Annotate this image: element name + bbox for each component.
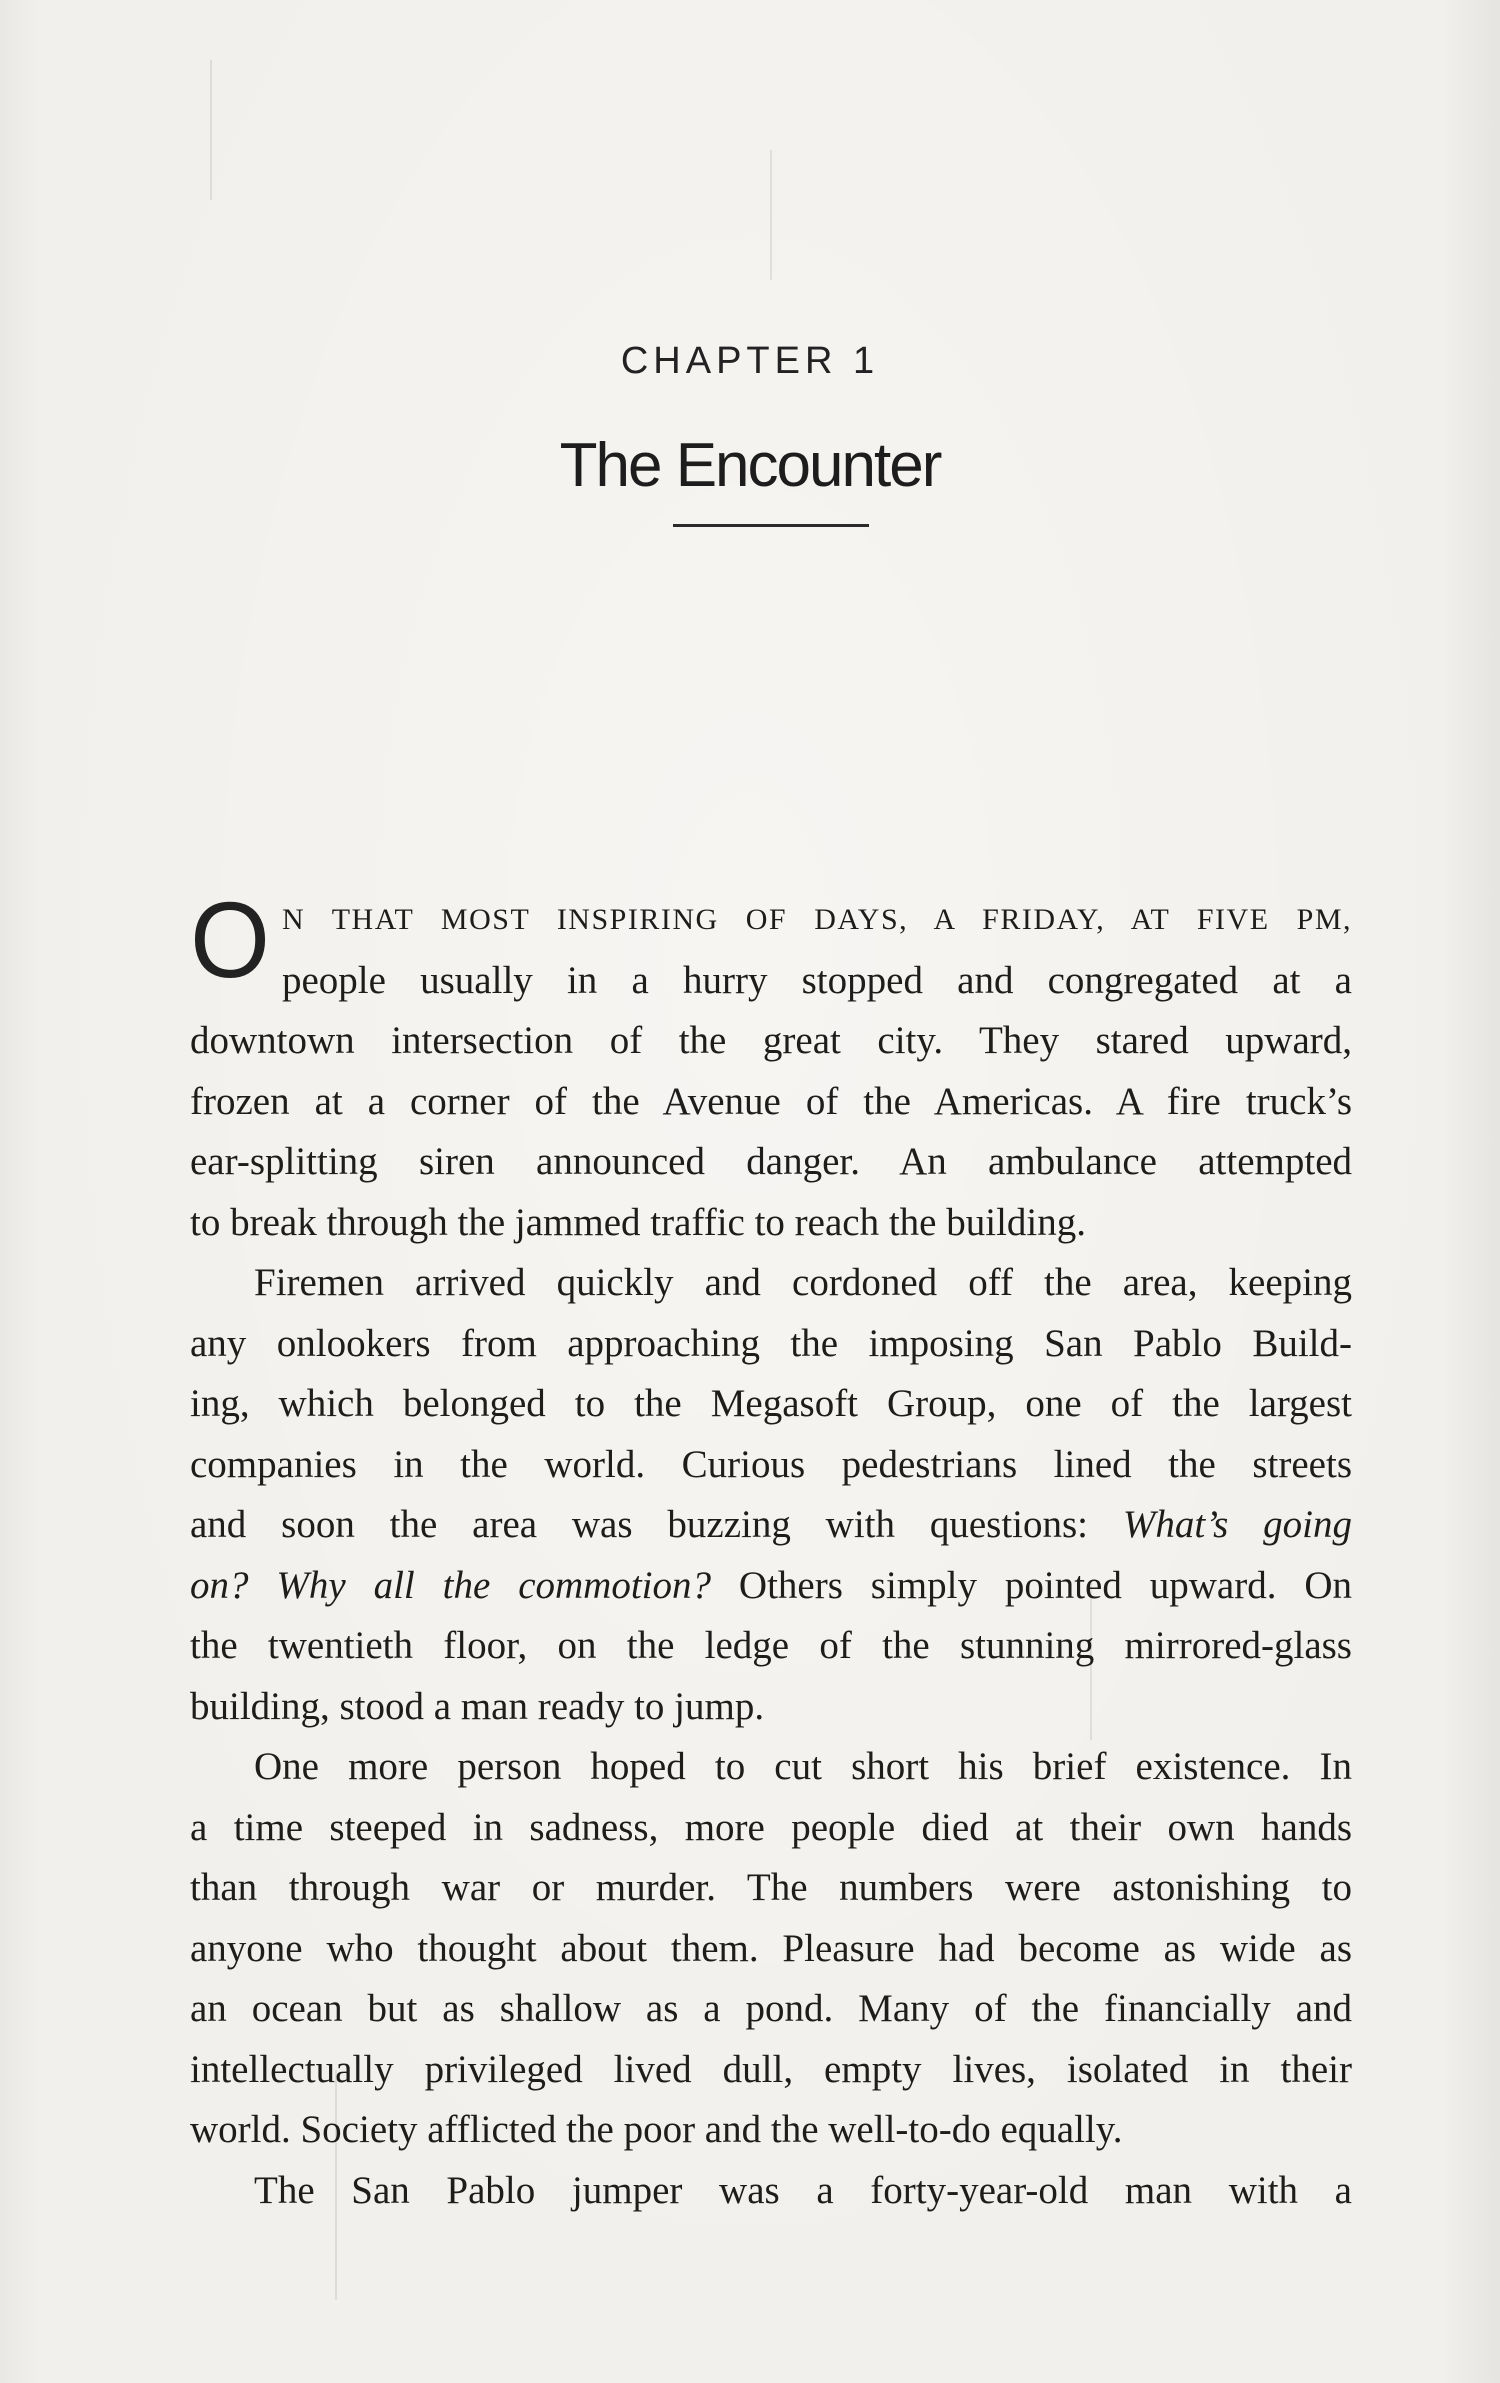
text-line: anyone who thought about them. Pleasure had become as wide as	[190, 1926, 1352, 1970]
text-line: any onlookers from approaching the imposing San Pablo Build-	[190, 1321, 1352, 1365]
paragraph	[190, 2161, 1352, 2222]
paragraph	[190, 890, 1352, 1253]
text-line	[190, 1495, 1352, 1556]
text-line: the twentieth floor, on the ledge of the stunning mirrored-glass	[190, 1624, 1352, 1667]
text-line: than through war or murder. The numbers were astonishing to	[190, 1866, 1352, 1909]
text-line: N THAT MOST INSPIRING OF DAYS, A FRIDAY, AT FIVE PM,	[282, 903, 1352, 936]
drop-cap: O	[190, 879, 270, 1000]
text-line: intellectually privileged lived dull, empty lives, isolated in their	[190, 2047, 1352, 2091]
body-text	[190, 890, 1352, 2221]
paragraph	[190, 1737, 1352, 2161]
text-line: world. Society afflicted the poor and the well-to-do equally.	[190, 2108, 1123, 2151]
text-line: people usually in a hurry stopped and congregated at a	[282, 958, 1352, 1002]
chapter-label: CHAPTER 1	[620, 340, 880, 382]
text-line: a time steeped in sadness, more people died at their own hands	[190, 1805, 1352, 1849]
italic-segment: What’s going	[1122, 1503, 1352, 1546]
text-line: ing, which belonged to the Megasoft Group, one of the largest	[190, 1382, 1352, 1425]
chapter-title: The Encounter	[559, 431, 941, 500]
text-line: frozen at a corner of the Avenue of the Americas. A fire truck’s	[190, 1079, 1352, 1123]
text-line: The San Pablo jumper was a forty-year-old man with a	[254, 2168, 1352, 2212]
text-line: to break through the jammed traffic to reach the building.	[190, 1200, 1086, 1244]
paragraph	[190, 1253, 1352, 1737]
text-line: building, stood a man ready to jump.	[190, 1684, 765, 1728]
title-rule	[673, 524, 869, 527]
text-line: Firemen arrived quickly and cordoned off the area, keeping	[254, 1261, 1352, 1304]
text-line: One more person hoped to cut short his brief existence. In	[254, 1745, 1352, 1788]
text-line: downtown intersection of the great city. They stared upward,	[190, 1019, 1352, 1062]
text-segment: Others simply pointed upward. On	[711, 1563, 1353, 1607]
paper-scratch	[210, 60, 212, 200]
text-line	[190, 1556, 1352, 1617]
text-segment: and soon the area was buzzing with questions:	[190, 1503, 1123, 1546]
paper-scratch	[770, 150, 772, 280]
text-line: an ocean but as shallow as a pond. Many of the financially and	[190, 1987, 1352, 2030]
italic-segment: on? Why all the commotion?	[190, 1563, 712, 1607]
text-line: ear-splitting siren announced danger. An ambulance attempted	[190, 1140, 1352, 1183]
text-line: companies in the world. Curious pedestrians lined the streets	[190, 1442, 1352, 1486]
